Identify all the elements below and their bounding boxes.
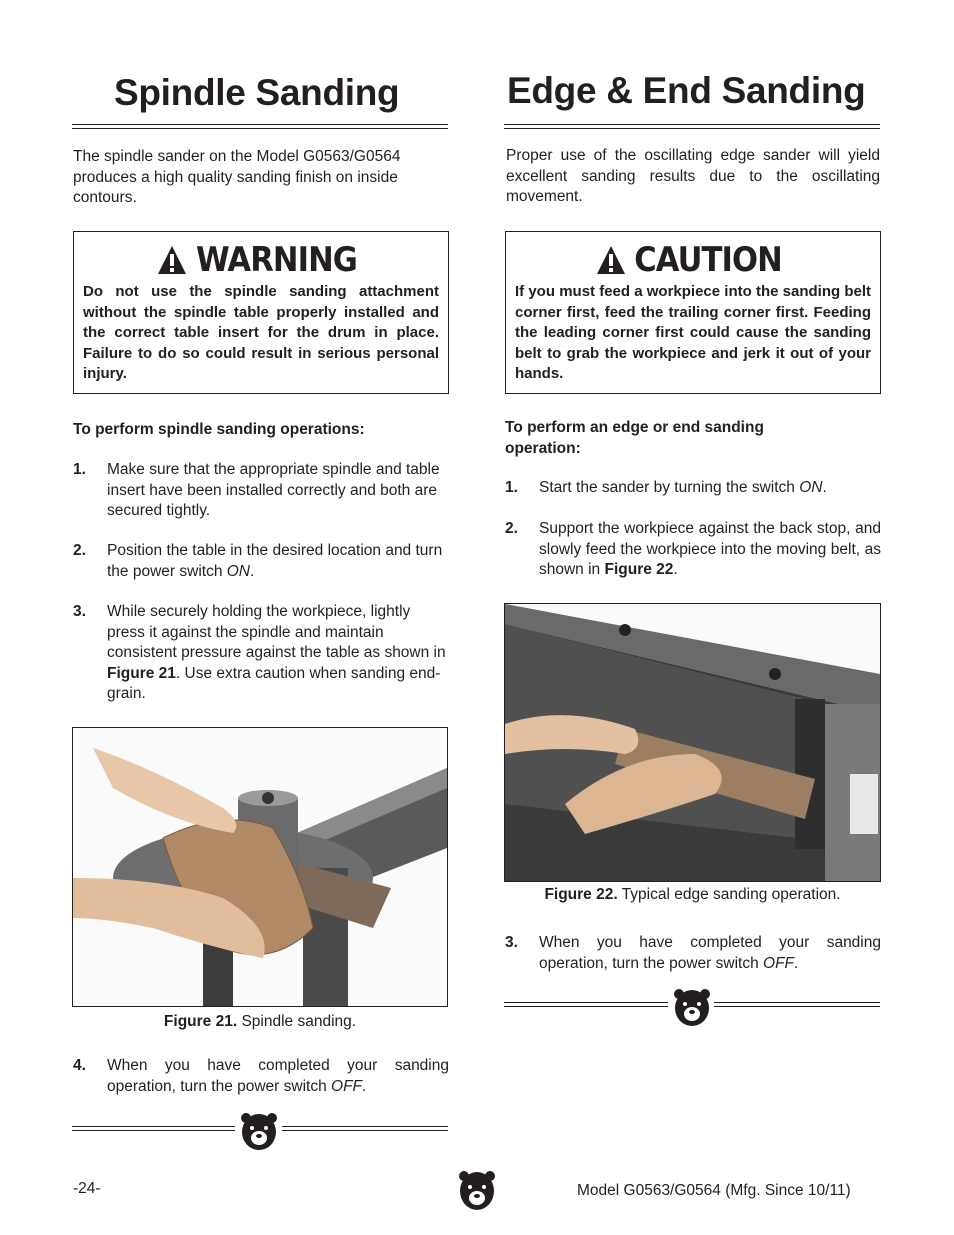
spindle-step-3: 3. While securely holding the workpiece, lightly press it against the spindle and maintain consistent pressure against the table as shown in Figure 21. Use extra caution when sanding end-grain. bbox=[73, 603, 446, 702]
spindle-intro: The spindle sander on the Model G0563/G0564 produces a high quality sanding finish on inside contours. bbox=[73, 148, 401, 206]
caution-label: CAUTION bbox=[634, 240, 782, 280]
warning-triangle-icon bbox=[596, 244, 626, 276]
figure-22-caption: Figure 22. Typical edge sanding operation. bbox=[544, 886, 841, 903]
caution-text: If you must feed a workpiece into the sanding belt corner first, feed the trailing corner first. Feeding the leading corner first could cause the sanding belt to grab the workpiece and jerk it out of your hands. bbox=[515, 283, 871, 382]
bear-logo-icon bbox=[457, 1170, 497, 1212]
bear-logo-icon bbox=[239, 1112, 279, 1152]
section-end-separator bbox=[504, 988, 880, 1028]
spindle-sanding-title: Spindle Sanding bbox=[114, 72, 400, 113]
caution-box bbox=[505, 231, 881, 394]
spindle-procedure-heading: To perform spindle sanding operations: bbox=[73, 421, 365, 438]
warning-box bbox=[73, 231, 449, 394]
spindle-step-1: 1. Make sure that the appropriate spindle and table insert have been installed correctly and both are secured tightly. bbox=[73, 461, 440, 519]
spindle-step-4: 4. When you have completed your sanding operation, turn the power switch OFF. bbox=[73, 1057, 449, 1095]
page-number: -24- bbox=[73, 1180, 101, 1197]
warning-triangle-icon bbox=[157, 244, 187, 276]
figure-22-photo bbox=[504, 603, 881, 882]
edge-step-3: 3. When you have completed your sanding operation, turn the power switch OFF. bbox=[505, 934, 881, 972]
edge-intro: Proper use of the oscillating edge sander will yield excellent sanding results due to the oscillating movement. bbox=[506, 147, 880, 205]
figure-21-caption: Figure 21. Spindle sanding. bbox=[163, 1013, 357, 1030]
section-end-separator bbox=[72, 1112, 448, 1152]
warning-text: Do not use the spindle sanding attachment without the spindle table properly installed and the correct table insert for the drum in place. Failure to do so could result in serious personal injury. bbox=[83, 283, 439, 382]
bear-logo-icon bbox=[672, 988, 712, 1028]
edge-procedure-heading: To perform an edge or end sanding operation: bbox=[505, 419, 764, 457]
figure-21-photo bbox=[72, 727, 448, 1007]
edge-step-1: 1. Start the sander by turning the switch ON. bbox=[505, 479, 827, 496]
footer-model: Model G0563/G0564 (Mfg. Since 10/11) bbox=[577, 1182, 851, 1199]
title-rule bbox=[504, 124, 880, 129]
edge-end-sanding-title: Edge & End Sanding bbox=[507, 70, 866, 111]
title-rule bbox=[72, 124, 448, 129]
spindle-step-2: 2. Position the table in the desired location and turn the power switch ON. bbox=[73, 542, 443, 580]
warning-label: WARNING bbox=[195, 240, 357, 280]
edge-step-2: 2. Support the workpiece against the back stop, and slowly feed the workpiece into the moving belt, as shown in Figure 22. bbox=[505, 520, 881, 578]
